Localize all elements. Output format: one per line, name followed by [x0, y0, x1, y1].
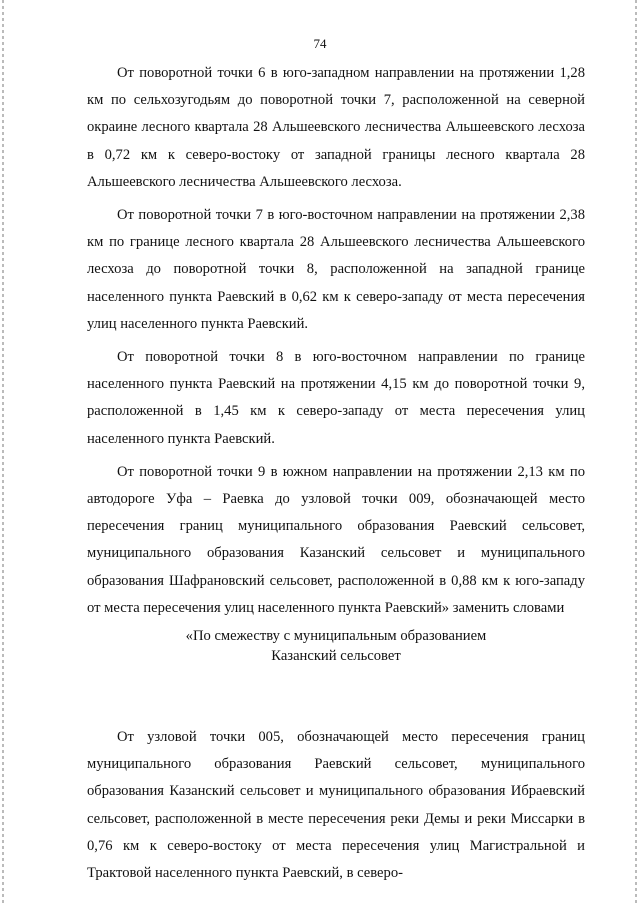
- section-heading-line-2: Казанский сельсовет: [271, 648, 401, 665]
- paragraph-point-7: От поворотной точки 7 в юго-восточном направлении на протяжении 2,38 км по границе лесного квартала 28 Альшеевского лесничества Альшеевского лесхоза до поворотной точки 8, расположенной на западной границе населенного пункта Раевский в 0,62 км к северо-западу от места пересечения улиц населенного пункта Раевский.: [87, 207, 585, 332]
- paragraph-point-6: От поворотной точки 6 в юго-западном направлении на протяжении 1,28 км по сельхозугодьям до поворотной точки 7, расположенной на северной окраине лесного квартала 28 Альшеевского лесничества Альшеевского лесхоза в 0,72 км к северо-востоку от западной границы лесного квартала 28 Альшеевского лесничества Альшеевского лесхоза.: [87, 65, 585, 190]
- page-number: 74: [313, 36, 327, 51]
- section-heading: [87, 626, 585, 666]
- paragraph-point-8: От поворотной точки 8 в юго-восточном направлении по границе населенного пункта Раевский на протяжении 4,15 км до поворотной точки 9, расположенной в 1,45 км к северо-западу от места пересечения улиц населенного пункта Раевский.: [87, 349, 585, 447]
- document-body: [87, 60, 585, 893]
- section-heading-line-1: «По смежеству с муниципальным образованием: [185, 628, 487, 645]
- paragraph-node-005: От узловой точки 005, обозначающей место пересечения границ муниципального образования Раевский сельсовет, муниципального образования Казанский сельсовет и муниципального образования Ибраевский сельсовет, расположенной в месте пересечения реки Демы и реки Миссарки в 0,76 км к северо-востоку от места пересечения улиц Магистральной и Трактовой населенного пункта Раевский, в северо-: [87, 729, 585, 882]
- paragraph-point-9: От поворотной точки 9 в южном направлении на протяжении 2,13 км по автодороге Уфа – Раевка до узловой точки 009, обозначающей место пересечения границ муниципального образования Раевский сельсовет, муниципального образования Казанский сельсовет и муниципального образования Шафрановский сельсовет, расположенной в 0,88 км к юго-западу от места пересечения улиц населенного пункта Раевский» заменить словами: [87, 463, 585, 616]
- scan-edge-left: [2, 0, 4, 905]
- scan-edge-right: [635, 0, 637, 905]
